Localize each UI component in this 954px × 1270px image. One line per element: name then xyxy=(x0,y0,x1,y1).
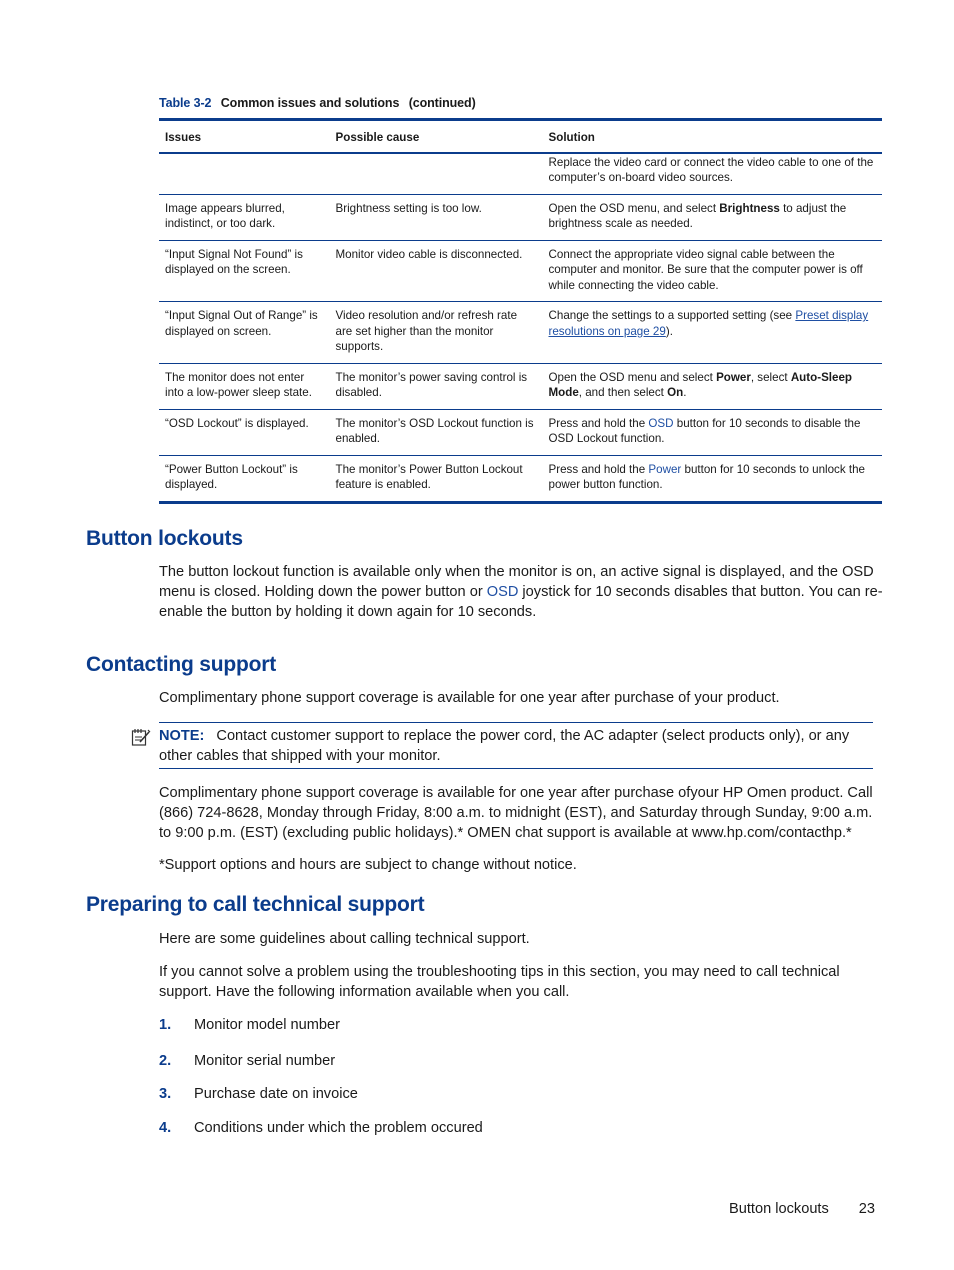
cause-cell: Brightness setting is too low. xyxy=(329,194,542,240)
solution-text: . xyxy=(683,386,687,399)
preset-display-resolutions-link[interactable]: Preset display resolutions on page 29 xyxy=(548,309,869,338)
list-text: Monitor model number xyxy=(194,1017,341,1033)
note-text: Contact customer support to replace the power cord, the AC adapter (select products only), or any other cables that shipped with your monitor. xyxy=(159,728,850,764)
preparing-paragraph-1: Here are some guidelines about calling technical support. xyxy=(159,931,530,947)
note-block xyxy=(159,726,873,766)
solution-text: , select xyxy=(750,370,791,384)
table-row xyxy=(159,302,882,364)
solution-bold-term: Brightness xyxy=(719,201,780,215)
list-number: 2. xyxy=(159,1053,172,1069)
list-number: 4. xyxy=(159,1120,172,1136)
solution-cell: Replace the video card or connect the video cable to one of the computer’s on-board video sources. xyxy=(542,153,882,195)
table-row xyxy=(159,455,882,502)
issue-cell: Image appears blurred, indistinct, or too dark. xyxy=(159,194,329,240)
table-caption-title: Common issues and solutions xyxy=(220,96,400,110)
table-caption-suffix: (continued) xyxy=(408,96,476,110)
heading-button-lockouts: Button lockouts xyxy=(86,527,243,550)
osd-link[interactable]: OSD xyxy=(486,584,519,600)
cause-cell: The monitor’s Power Button Lockout feature is enabled. xyxy=(329,455,542,502)
footer-section-title: Button lockouts xyxy=(729,1201,829,1217)
page-footer xyxy=(729,1201,875,1217)
issue-cell xyxy=(159,153,329,195)
cause-cell: Monitor video cable is disconnected. xyxy=(329,240,542,302)
table-row xyxy=(159,194,882,240)
button-lockouts-paragraph xyxy=(159,562,885,622)
solution-text: Open the OSD menu, and select xyxy=(548,201,720,215)
list-item xyxy=(159,1051,335,1071)
solution-cell xyxy=(542,455,882,502)
solution-text: button for 10 seconds to disable the OSD Lockout function. xyxy=(548,416,861,445)
heading-contacting-support: Contacting support xyxy=(86,653,277,676)
solution-text: Open the OSD menu and select xyxy=(548,370,717,384)
list-text: Purchase date on invoice xyxy=(194,1086,358,1102)
issue-cell: “Power Button Lockout” is displayed. xyxy=(159,455,329,502)
table-row xyxy=(159,363,882,409)
osd-glossary-link[interactable]: OSD xyxy=(648,416,674,430)
header-issues: Issues xyxy=(159,120,329,153)
solution-text: Change the settings to a supported setting (see xyxy=(548,309,796,322)
solution-text: ). xyxy=(665,324,673,338)
table-row xyxy=(159,153,882,195)
issues-table xyxy=(159,118,882,504)
note-top-divider xyxy=(159,722,873,723)
solution-cell xyxy=(542,302,882,364)
note-bottom-divider xyxy=(159,768,873,769)
list-text: Monitor serial number xyxy=(194,1053,336,1069)
list-number: 1. xyxy=(159,1017,172,1033)
list-item xyxy=(159,1015,340,1035)
solution-text: button for 10 seconds to unlock the power button function. xyxy=(548,462,865,491)
list-item xyxy=(159,1118,483,1138)
issue-cell: “Input Signal Not Found” is displayed on the screen. xyxy=(159,240,329,302)
solution-bold-term: Auto-Sleep Mode xyxy=(548,370,853,399)
cause-cell: The monitor’s power saving control is disabled. xyxy=(329,363,542,409)
issue-cell: “OSD Lockout” is displayed. xyxy=(159,409,329,455)
cause-cell xyxy=(329,153,542,195)
solution-cell xyxy=(542,409,882,455)
issue-cell: “Input Signal Out of Range” is displayed on screen. xyxy=(159,302,329,364)
solution-bold-term: Power xyxy=(716,370,751,384)
list-number: 3. xyxy=(159,1086,172,1102)
table-caption xyxy=(159,96,476,110)
table-caption-number: Table 3-2 xyxy=(159,96,212,110)
solution-text: Press and hold the xyxy=(548,416,649,430)
solution-text: , and then select xyxy=(578,386,668,399)
solution-cell xyxy=(542,194,882,240)
preparing-paragraph-2: If you cannot solve a problem using the troubleshooting tips in this section, you may need to call technical support. Have the following information available when you call. xyxy=(159,964,840,1000)
list-text: Conditions under which the problem occured xyxy=(194,1120,483,1136)
note-pad-icon xyxy=(131,727,151,747)
solution-cell: Connect the appropriate video signal cable between the computer and monitor. Be sure that the computer power is off while connecting the video cable. xyxy=(542,240,882,302)
solution-text: Press and hold the xyxy=(548,462,649,476)
page-number: 23 xyxy=(858,1201,876,1217)
header-possible-cause: Possible cause xyxy=(329,120,542,153)
paragraph-text: The button lockout function is available only when the monitor is on, an active signal is displayed, and the OSD menu is closed. Holding down the power button or xyxy=(159,564,874,600)
header-solution: Solution xyxy=(542,120,882,153)
list-item xyxy=(159,1084,358,1104)
table-row xyxy=(159,409,882,455)
note-label: NOTE: xyxy=(159,728,205,744)
heading-preparing-to-call: Preparing to call technical support xyxy=(86,893,425,916)
support-paragraph-2: Complimentary phone support coverage is available for one year after purchase ofyour HP Omen product. Call (866) 724-8628, Monday through Friday, 8:00 a.m. to midnight (EST), and Saturday through Sunday, 9:00 a.m. to 9:00 p.m. (EST) (excluding public holidays).* OMEN chat support is available at www.hp.com/contacthp.* xyxy=(159,785,873,841)
table-header-row xyxy=(159,120,882,153)
solution-text: to adjust the brightness scale as needed. xyxy=(548,201,847,230)
cause-cell: The monitor’s OSD Lockout function is enabled. xyxy=(329,409,542,455)
cause-cell: Video resolution and/or refresh rate are set higher than the monitor supports. xyxy=(329,302,542,364)
paragraph-text: joystick for 10 seconds disables that button. You can re-enable the button by holding it down again for 10 seconds. xyxy=(159,584,883,620)
solution-bold-term: On xyxy=(667,386,684,399)
power-glossary-link[interactable]: Power xyxy=(648,462,682,476)
support-paragraph-1: Complimentary phone support coverage is available for one year after purchase of your product. xyxy=(159,690,780,706)
support-paragraph-3: *Support options and hours are subject to change without notice. xyxy=(159,857,577,873)
table-row xyxy=(159,240,882,302)
solution-cell xyxy=(542,363,882,409)
issue-cell: The monitor does not enter into a low-power sleep state. xyxy=(159,363,329,409)
